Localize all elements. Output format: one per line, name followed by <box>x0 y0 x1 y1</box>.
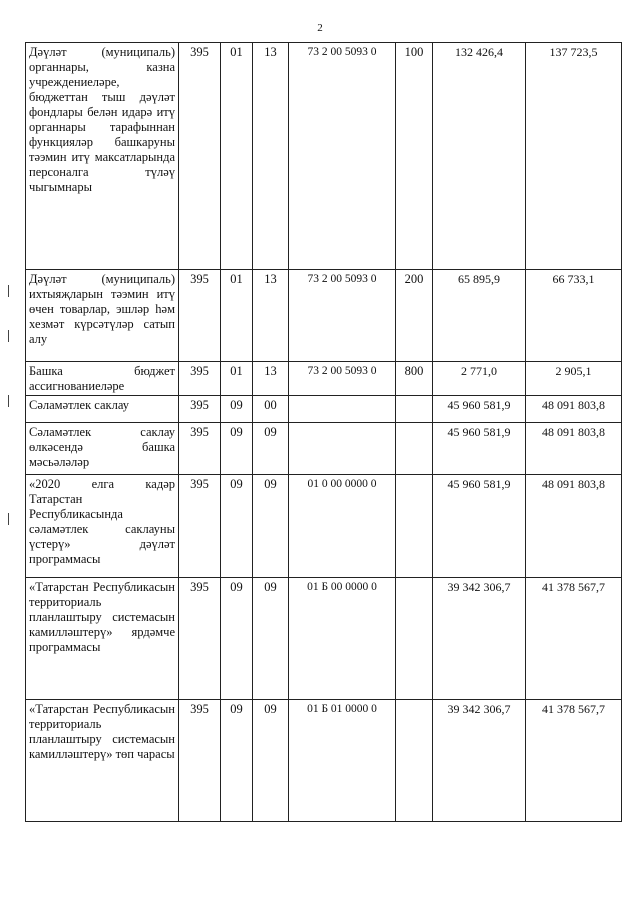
amount-year-2: 48 091 803,8 <box>526 475 622 578</box>
target-article-code <box>289 423 396 475</box>
table-row <box>26 423 622 475</box>
margin-mark <box>8 513 9 525</box>
margin-mark <box>8 395 9 407</box>
amount-year-2: 66 733,1 <box>526 270 622 362</box>
expense-type-code: 800 <box>396 362 433 396</box>
table-row <box>26 578 622 700</box>
ministry-code: 395 <box>179 578 221 700</box>
margin-mark <box>8 330 9 342</box>
target-article-code: 01 Б 00 0000 0 <box>289 578 396 700</box>
page-number: 2 <box>317 22 323 34</box>
ministry-code: 395 <box>179 700 221 822</box>
section-code: 01 <box>221 270 253 362</box>
amount-year-2: 41 378 567,7 <box>526 700 622 822</box>
margin-mark <box>8 285 9 297</box>
expense-type-code: 100 <box>396 43 433 270</box>
expense-type-code <box>396 475 433 578</box>
row-name: «Татарстан Республикасын территориаль планлаштыру системасын камилләштерү» ярдәмче программасы <box>26 578 179 700</box>
budget-table <box>25 42 622 822</box>
table-row <box>26 43 622 270</box>
ministry-code: 395 <box>179 423 221 475</box>
amount-year-1: 39 342 306,7 <box>433 700 526 822</box>
section-code: 09 <box>221 578 253 700</box>
subsection-code: 13 <box>253 270 289 362</box>
table-row <box>26 396 622 423</box>
expense-type-code <box>396 578 433 700</box>
section-code: 09 <box>221 700 253 822</box>
subsection-code: 00 <box>253 396 289 423</box>
row-name: Дәүләт (муниципаль) органнары, казна учреждениеләре, бюджеттан тыш дәүләт фондлары белән идарә итү органнары тарафыннан функцияләр башкаруны тәэмин итү максатларында персоналга түләү чыгымнары <box>26 43 179 270</box>
subsection-code: 13 <box>253 362 289 396</box>
ministry-code: 395 <box>179 396 221 423</box>
expense-type-code <box>396 423 433 475</box>
amount-year-1: 45 960 581,9 <box>433 396 526 423</box>
ministry-code: 395 <box>179 475 221 578</box>
subsection-code: 13 <box>253 43 289 270</box>
expense-type-code <box>396 396 433 423</box>
table-row <box>26 270 622 362</box>
target-article-code <box>289 396 396 423</box>
amount-year-2: 48 091 803,8 <box>526 423 622 475</box>
amount-year-1: 39 342 306,7 <box>433 578 526 700</box>
target-article-code: 01 0 00 0000 0 <box>289 475 396 578</box>
table-row <box>26 362 622 396</box>
section-code: 09 <box>221 475 253 578</box>
amount-year-1: 2 771,0 <box>433 362 526 396</box>
amount-year-1: 65 895,9 <box>433 270 526 362</box>
amount-year-2: 41 378 567,7 <box>526 578 622 700</box>
ministry-code: 395 <box>179 270 221 362</box>
target-article-code: 01 Б 01 0000 0 <box>289 700 396 822</box>
amount-year-2: 48 091 803,8 <box>526 396 622 423</box>
row-name: «Татарстан Республикасын территориаль планлаштыру системасын камилләштерү» төп чарасы <box>26 700 179 822</box>
subsection-code: 09 <box>253 475 289 578</box>
section-code: 09 <box>221 396 253 423</box>
section-code: 01 <box>221 362 253 396</box>
subsection-code: 09 <box>253 423 289 475</box>
row-name: Башка бюджет ассигнованиеләре <box>26 362 179 396</box>
row-name: Сәламәтлек саклау <box>26 396 179 423</box>
amount-year-1: 45 960 581,9 <box>433 423 526 475</box>
amount-year-2: 137 723,5 <box>526 43 622 270</box>
target-article-code: 73 2 00 5093 0 <box>289 270 396 362</box>
amount-year-1: 45 960 581,9 <box>433 475 526 578</box>
amount-year-1: 132 426,4 <box>433 43 526 270</box>
ministry-code: 395 <box>179 43 221 270</box>
row-name: «2020 елга кадәр Татарстан Республикасында сәламәтлек саклауны үстерү» дәүләт программасы <box>26 475 179 578</box>
target-article-code: 73 2 00 5093 0 <box>289 43 396 270</box>
expense-type-code <box>396 700 433 822</box>
expense-type-code: 200 <box>396 270 433 362</box>
subsection-code: 09 <box>253 700 289 822</box>
row-name: Дәүләт (муниципаль) ихтыяҗларын тәэмин итү өчен товарлар, эшләр һәм хезмәт күрсәтүләр сатып алу <box>26 270 179 362</box>
row-name: Сәламәтлек саклау өлкәсендә башка мәсьәләләр <box>26 423 179 475</box>
section-code: 09 <box>221 423 253 475</box>
section-code: 01 <box>221 43 253 270</box>
table-row <box>26 700 622 822</box>
amount-year-2: 2 905,1 <box>526 362 622 396</box>
target-article-code: 73 2 00 5093 0 <box>289 362 396 396</box>
subsection-code: 09 <box>253 578 289 700</box>
table-row <box>26 475 622 578</box>
ministry-code: 395 <box>179 362 221 396</box>
